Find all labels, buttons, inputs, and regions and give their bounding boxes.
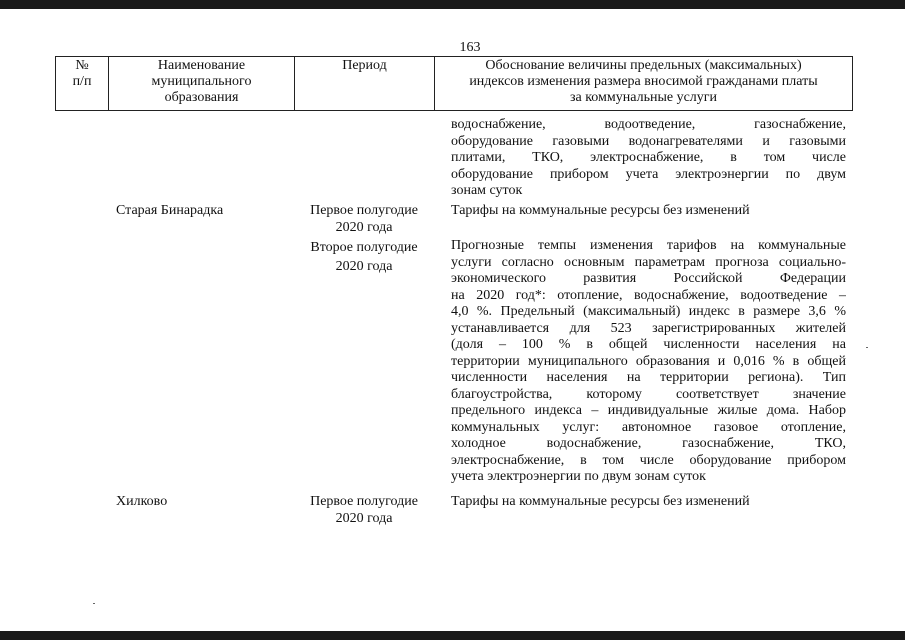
text-line: на 2020 год*: отопление, водоснабжение, водоотведение – [451, 287, 846, 303]
page-number: 163 [459, 40, 481, 55]
header-number [56, 58, 108, 90]
basis-first-half: Тарифы на коммунальные ресурсы без изменений [451, 494, 750, 509]
text-line: предельного индекса – индивидуальные жилые дома. Набор [451, 403, 846, 418]
period-first-half [298, 203, 430, 236]
header-top-rule [55, 56, 853, 57]
text-line: электроснабжение, в том числе оборудование прибором [451, 452, 846, 468]
scan-edge-bottom [0, 631, 905, 640]
text-line: Прогнозные темпы изменения тарифов на коммунальные [451, 238, 846, 253]
header-municipality-line: муниципального [151, 74, 252, 89]
text-line: водоснабжение, водоотведение, газоснабжение, [451, 117, 846, 132]
basis-first-half: Тарифы на коммунальные ресурсы без изменений [451, 203, 750, 218]
scan-speck [93, 603, 95, 604]
header-bottom-rule [55, 110, 853, 111]
basis-second-half [451, 238, 846, 486]
text-line: оборудование прибором учета электроэнергии по двум [451, 166, 846, 182]
header-number-line: п/п [72, 74, 92, 89]
text-line: холодное водоснабжение, газоснабжение, ТКО, [451, 436, 846, 451]
period-line: 2020 года [335, 259, 393, 274]
header-basis-line: Обоснование величины предельных (максимальных) [485, 58, 802, 73]
text-line: плитами, ТКО, электроснабжение, в том числе [451, 150, 846, 165]
text-line: оборудование газовыми водонагревателями и газовыми [451, 133, 846, 149]
municipality-name: Хилково [116, 494, 168, 509]
header-basis-line: индексов изменения размера вносимой гражданами платы [469, 74, 818, 89]
period-first-half [298, 494, 430, 527]
text-line: услуги согласно основным параметрам прогноза социально- [451, 254, 846, 270]
period-line: Первое полугодие [310, 203, 418, 218]
text-line: экономического развития Российской Федерации [451, 271, 846, 286]
header-number-line: № [75, 58, 89, 73]
municipality-name: Старая Бинарадка [116, 203, 224, 218]
period-line: Второе полугодие [310, 240, 418, 255]
header-basis-line: за коммунальные услуги [569, 90, 718, 105]
period-line: Первое полугодие [310, 494, 418, 509]
text-line: благоустройства, которому соответствует значение [451, 386, 846, 402]
continuation-text [451, 117, 846, 200]
text-line: учета электроэнергии по двум зонам суток [451, 469, 706, 484]
text-line: зонам суток [451, 183, 523, 198]
period-line: 2020 года [335, 510, 393, 526]
header-period [295, 58, 434, 74]
header-municipality-line: Наименование [157, 58, 246, 73]
header-municipality [109, 58, 294, 106]
scan-speck [866, 347, 868, 348]
text-line: устанавливается для 523 зарегистрированных жителей [451, 320, 846, 336]
period-line: 2020 года [335, 219, 393, 235]
header-municipality-line: образования [164, 90, 239, 105]
text-line: численности населения на территории региона). Тип [451, 370, 846, 385]
text-line: коммунальных услуг: автономное газовое отопление, [451, 419, 846, 435]
period-second-half [298, 238, 430, 276]
text-line: (доля – 100 % в общей численности населения на [451, 337, 846, 352]
scan-edge-top [0, 0, 905, 9]
header-period-line: Период [342, 58, 387, 73]
text-line: территории муниципального образования и 0,016 % в общей [451, 353, 846, 369]
header-basis [435, 58, 852, 106]
header-col-divider-5 [852, 56, 853, 111]
text-line: 4,0 %. Предельный (максимальный) индекс в размере 3,6 % [451, 304, 846, 319]
